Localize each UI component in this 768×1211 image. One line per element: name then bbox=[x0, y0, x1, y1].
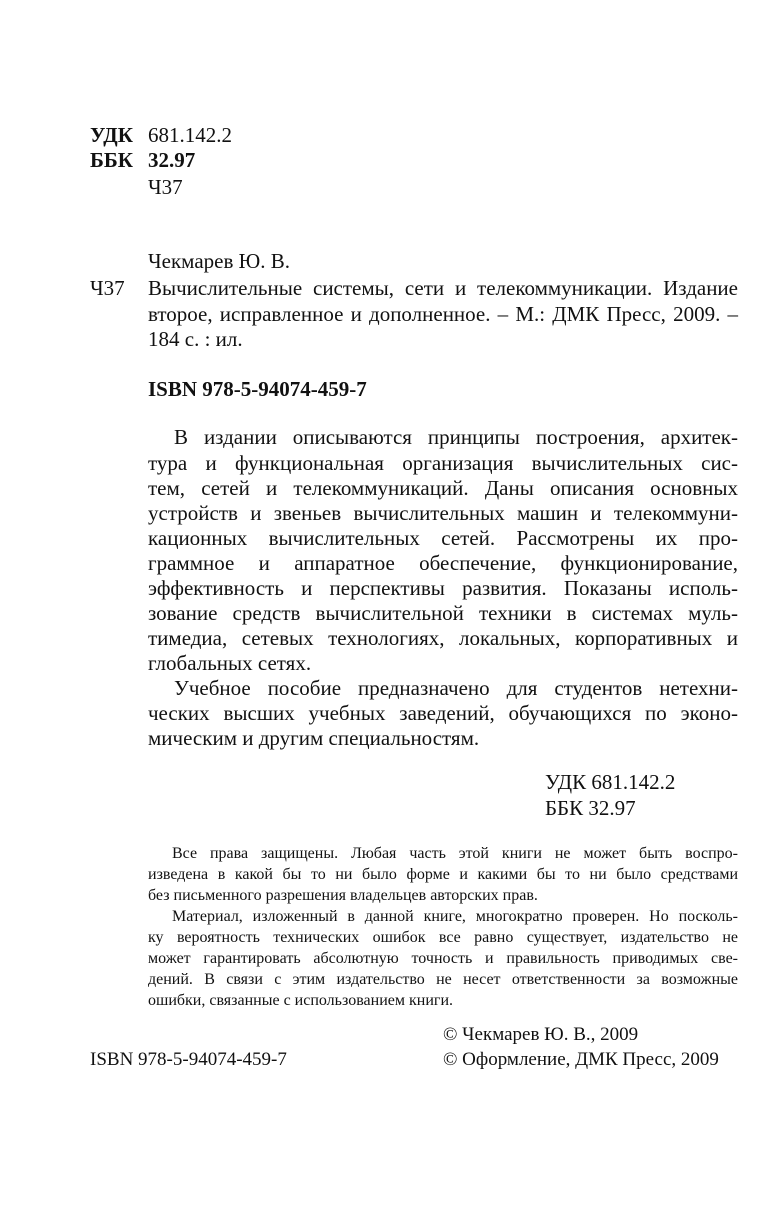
bib-line: 184 с. : ил. bbox=[148, 327, 243, 351]
annotation-line: ческих высших учебных заведений, обучающихся по эконо- bbox=[148, 701, 738, 725]
annotation-line: тимедиа, сетевых технологиях, локальных, корпоративных и bbox=[148, 626, 738, 650]
rights-line: может гарантировать абсолютную точность и правильность приводимых све- bbox=[148, 950, 738, 967]
bbk-repeat: ББК 32.97 bbox=[545, 796, 636, 820]
annotation-line: глобальных сетях. bbox=[148, 651, 312, 675]
bib-mark: Ч37 bbox=[90, 276, 125, 300]
annotation-line: В издании описываются принципы построения, архитек- bbox=[174, 425, 738, 449]
annotation-line: тем, сетей и телекоммуникаций. Даны описания основных bbox=[148, 476, 738, 500]
author-mark: Ч37 bbox=[148, 175, 183, 199]
bbk-label: ББК bbox=[90, 148, 133, 172]
annotation-line: устройств и звеньев вычислительных машин и телекоммуни- bbox=[148, 501, 738, 525]
author-name: Чекмарев Ю. В. bbox=[148, 249, 290, 273]
annotation-line: кационных вычислительных сетей. Рассмотрены их про- bbox=[148, 526, 738, 550]
copyright-design: © Оформление, ДМК Пресс, 2009 bbox=[443, 1049, 719, 1070]
udk-label: УДК bbox=[90, 123, 133, 147]
annotation-line: Учебное пособие предназначено для студентов нетехни- bbox=[174, 676, 738, 700]
annotation-line: эффективность и перспективы развития. Показаны исполь- bbox=[148, 576, 738, 600]
bbk-value: 32.97 bbox=[148, 148, 196, 172]
rights-line: Материал, изложенный в данной книге, многократно проверен. Но посколь- bbox=[172, 908, 738, 925]
bib-line: второе, исправленное и дополненное. – М.: ДМК Пресс, 2009. – bbox=[148, 302, 738, 326]
bib-line: Вычислительные системы, сети и телекоммуникации. Издание bbox=[148, 276, 738, 300]
footer-isbn: ISBN 978-5-94074-459-7 bbox=[90, 1049, 287, 1070]
annotation-line: граммное и аппаратное обеспечение, функционирование, bbox=[148, 551, 738, 575]
rights-line: ошибки, связанные с использованием книги. bbox=[148, 992, 454, 1009]
annotation-line: мическим и другим специальностям. bbox=[148, 726, 480, 750]
rights-line: дений. В связи с этим издательство не несет ответственности за возможные bbox=[148, 971, 738, 988]
annotation-line: тура и функциональная организация вычислительных сис- bbox=[148, 451, 738, 475]
isbn-bold: ISBN 978-5-94074-459-7 bbox=[148, 377, 367, 401]
rights-line: Все права защищены. Любая часть этой книги не может быть воспро- bbox=[172, 845, 738, 862]
copyright-author: © Чекмарев Ю. В., 2009 bbox=[443, 1024, 639, 1045]
rights-line: ку вероятность технических ошибок все равно существует, издательство не bbox=[148, 929, 738, 946]
annotation-line: зование средств вычислительной техники в системах муль- bbox=[148, 601, 738, 625]
udk-repeat: УДК 681.142.2 bbox=[545, 770, 676, 794]
udk-value: 681.142.2 bbox=[148, 123, 232, 147]
rights-line: изведена в какой бы то ни было форме и какими бы то ни было средствами bbox=[148, 866, 738, 883]
rights-line: без письменного разрешения владельцев авторских прав. bbox=[148, 887, 538, 904]
